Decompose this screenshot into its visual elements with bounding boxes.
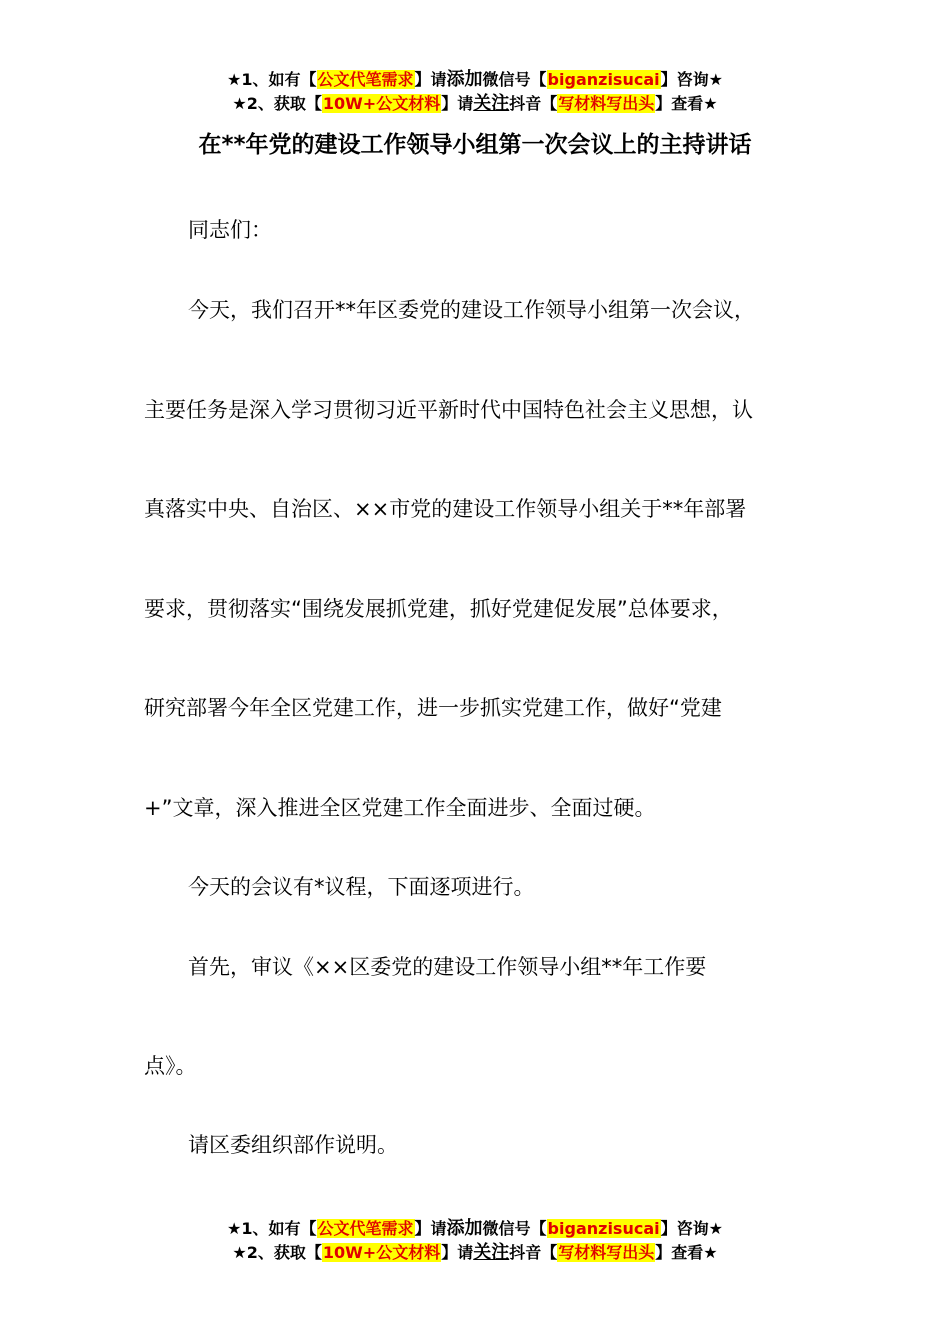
banner-text: 微信号【 — [482, 1219, 547, 1238]
banner-highlight: 10W+公文材料 — [322, 1243, 441, 1262]
banner-highlight: biganzisucai — [547, 70, 660, 89]
salutation: 同志们： — [188, 218, 272, 242]
body-line: 点》。 — [144, 1054, 197, 1078]
footer-banner — [0, 1217, 950, 1265]
banner-highlight: 公文代笔需求 — [317, 1219, 414, 1238]
banner-text: ★2、获取【 — [232, 1243, 322, 1262]
body-line: 今天，我们召开**年区委党的建设工作领导小组第一次会议， — [188, 298, 755, 322]
body-line: 真落实中央、自治区、××市党的建设工作领导小组关于**年部署 — [144, 497, 747, 521]
body-line: 要求，贯彻落实“围绕发展抓党建，抓好党建促发展”总体要求， — [144, 597, 733, 621]
banner-emphasis: 关注 — [473, 93, 510, 114]
body-line: 今天的会议有*议程，下面逐项进行。 — [188, 875, 535, 899]
banner-line-2 — [0, 1241, 950, 1265]
banner-highlight: biganzisucai — [547, 1219, 660, 1238]
banner-text: 】请 — [441, 1243, 474, 1262]
banner-line-1 — [0, 1217, 950, 1241]
banner-highlight: 公文代笔需求 — [317, 70, 414, 89]
banner-text: 】咨询★ — [660, 1219, 723, 1238]
banner-emphasis: 添加 — [446, 1218, 483, 1239]
banner-line-2 — [0, 92, 950, 116]
banner-line-1 — [0, 68, 950, 92]
banner-text: ★1、如有【 — [227, 1219, 317, 1238]
banner-emphasis: 关注 — [473, 1242, 510, 1263]
body-line: 请区委组织部作说明。 — [188, 1133, 398, 1157]
banner-text: 】请 — [414, 1219, 447, 1238]
banner-emphasis: 添加 — [446, 69, 483, 90]
banner-highlight: 写材料写出头 — [558, 94, 655, 113]
body-line: +”文章，深入推进全区党建工作全面进步、全面过硬。 — [144, 796, 656, 820]
banner-text: 】查看★ — [655, 1243, 718, 1262]
banner-text: 微信号【 — [482, 70, 547, 89]
banner-text: ★1、如有【 — [227, 70, 317, 89]
banner-text: 抖音【 — [509, 1243, 558, 1262]
body-line: 首先，审议《××区委党的建设工作领导小组**年工作要 — [188, 955, 707, 979]
banner-text: 】咨询★ — [660, 70, 723, 89]
banner-highlight: 10W+公文材料 — [322, 94, 441, 113]
banner-highlight: 写材料写出头 — [558, 1243, 655, 1262]
banner-text: ★2、获取【 — [232, 94, 322, 113]
banner-text: 抖音【 — [509, 94, 558, 113]
document-title: 在**年党的建设工作领导小组第一次会议上的主持讲话 — [198, 132, 752, 158]
banner-text: 】请 — [414, 70, 447, 89]
header-banner — [0, 68, 950, 116]
body-line: 研究部署今年全区党建工作，进一步抓实党建工作，做好“党建 — [144, 696, 722, 720]
body-line: 主要任务是深入学习贯彻习近平新时代中国特色社会主义思想，认 — [144, 398, 753, 422]
banner-text: 】查看★ — [655, 94, 718, 113]
banner-text: 】请 — [441, 94, 474, 113]
